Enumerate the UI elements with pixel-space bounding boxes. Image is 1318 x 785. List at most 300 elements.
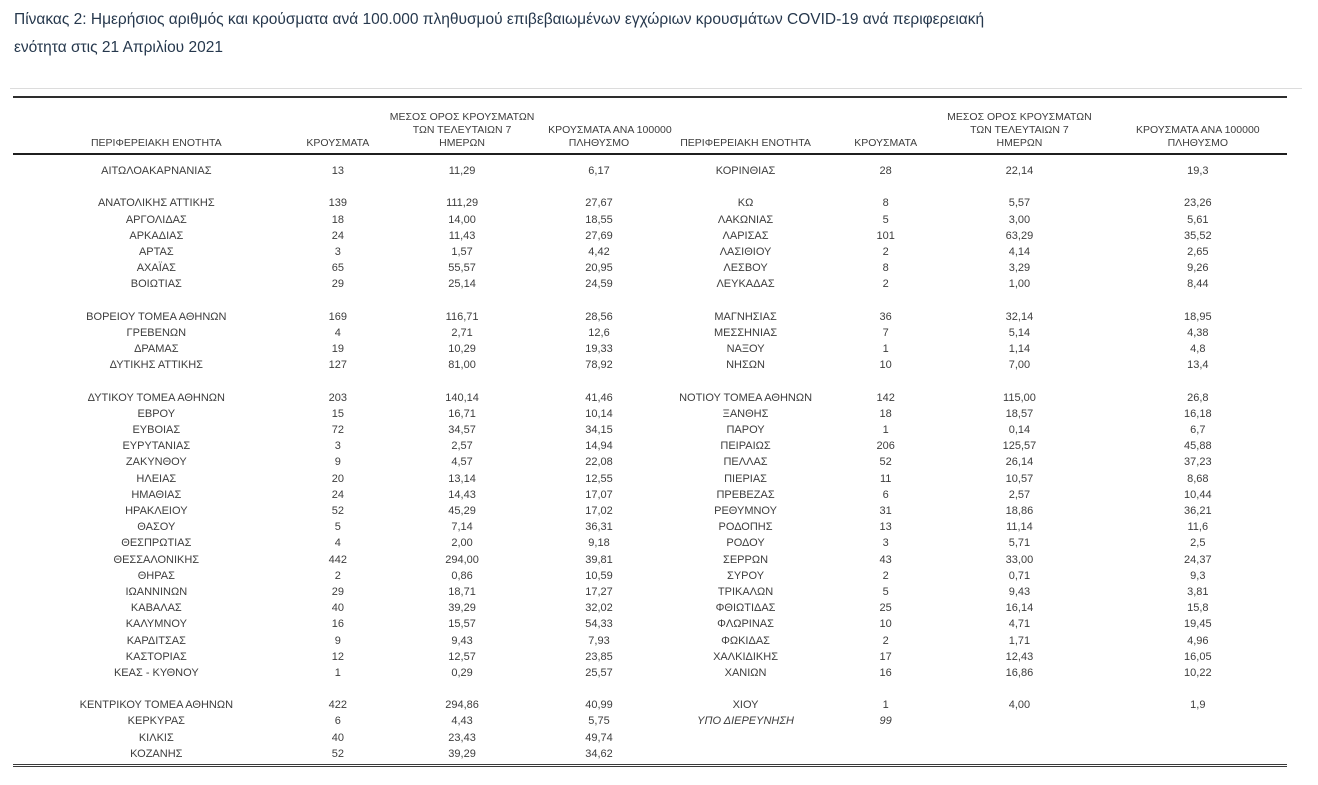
avg7-cell: 5,57 [1008,197,1031,210]
cases-cell: 24 [331,229,344,242]
cases-cell: 11 [879,472,892,485]
cases-cell: 52 [879,456,892,469]
cases-cell: 13 [879,521,892,534]
table-row [13,325,650,341]
region-cell: ΚΕΑΣ - ΚΥΘΝΟΥ [113,666,199,679]
cases-cell: 31 [879,505,892,518]
table-row [650,713,1287,729]
per100k-cell: 8,44 [1187,278,1209,291]
per100k-cell: 8,68 [1187,472,1209,485]
per100k-cell: 34,62 [585,747,613,760]
table-row [13,584,650,600]
cases-cell: 7 [882,326,889,339]
avg7-cell: 0,86 [451,569,473,582]
cases-cell: 12 [331,650,344,663]
per100k-cell: 4,38 [1187,326,1209,339]
table-right-half [650,98,1287,764]
cases-cell: 17 [879,650,892,663]
table-row [13,568,650,584]
spacer-row [650,293,1287,309]
per100k-cell: 27,69 [585,229,613,242]
per100k-cell: 2,65 [1187,246,1209,259]
per100k-cell: 12,55 [585,472,613,485]
avg7-cell: 115,00 [1003,391,1036,404]
per100k-cell: 39,81 [585,553,613,566]
region-cell: ΜΕΣΣΗΝΙΑΣ [713,326,778,339]
table-row [650,276,1287,292]
cases-cell: 3 [334,246,341,259]
cases-cell: 10 [879,618,892,631]
region-cell: ΚΙΛΚΙΣ [138,731,174,744]
table-row [650,163,1287,179]
region-cell: ΛΑΡΙΣΑΣ [722,229,769,242]
cases-cell: 2 [334,569,341,582]
region-cell: ΞΑΝΘΗΣ [722,407,769,420]
per100k-cell: 12,6 [588,326,610,339]
per100k-cell: 4,96 [1187,634,1209,647]
cases-cell: 203 [328,391,348,404]
region-cell: ΝΗΣΩΝ [726,359,765,372]
cases-cell: 43 [879,553,892,566]
region-cell: ΧΙΟΥ [732,699,759,712]
region-cell: ΘΗΡΑΣ [137,569,175,582]
region-cell: ΑΝΑΤΟΛΙΚΗΣ ΑΤΤΙΚΗΣ [97,197,215,210]
table-row [650,228,1287,244]
per100k-cell: 9,18 [588,537,610,550]
avg7-cell: 1,57 [451,246,473,259]
avg7-cell: 4,00 [1008,699,1031,712]
table-row [650,535,1287,551]
region-cell: ΛΑΣΙΘΙΟΥ [719,246,772,259]
per100k-cell: 27,67 [585,197,613,210]
per100k-cell: 24,59 [585,278,613,291]
region-cell: ΠΕΙΡΑΙΩΣ [720,440,771,453]
table-row [650,584,1287,600]
table-row [13,406,650,422]
cases-cell: 9 [334,456,341,469]
per100k-cell: 5,61 [1187,213,1209,226]
per100k-cell: 10,14 [585,407,613,420]
cases-cell: 4 [334,326,341,339]
table-row [650,568,1287,584]
cases-cell: 10 [879,359,892,372]
cases-cell: 422 [328,699,348,712]
table-row [13,503,650,519]
cases-cell: 442 [328,553,348,566]
region-cell: ΡΟΔΟΥ [726,537,765,550]
cases-cell: 24 [331,488,344,501]
table-row [650,244,1287,260]
avg7-cell: 111,29 [446,197,479,210]
table-row [650,454,1287,470]
table-row [650,503,1287,519]
region-cell: ΙΩΑΝΝΙΝΩΝ [125,585,188,598]
per100k-cell: 36,21 [1184,505,1212,518]
avg7-cell: 0,71 [1008,569,1031,582]
per100k-cell: 40,99 [585,699,613,712]
avg7-cell: 12,43 [1005,650,1034,663]
avg7-cell: 2,71 [451,326,473,339]
region-cell: ΑΙΤΩΛΟΑΚΑΡΝΑΝΙΑΣ [101,165,212,178]
table-row [13,697,650,713]
cases-cell: 4 [334,537,341,550]
cases-cell: 1 [334,666,341,679]
spacer-row [650,681,1287,697]
per100k-cell: 35,52 [1184,229,1212,242]
avg7-cell: 25,14 [448,278,476,291]
cases-cell: 65 [331,262,344,275]
header-7day-average: ΜΕΣΟΣ ΟΡΟΣ ΚΡΟΥΣΜΑΤΩΝ ΤΩΝ ΤΕΛΕΥΤΑΙΩΝ 7 ΗΜΕΡΩΝ [947,111,1092,149]
per100k-cell: 37,23 [1184,456,1212,469]
avg7-cell: 9,43 [1008,585,1031,598]
avg7-cell: 2,57 [1008,488,1031,501]
avg7-cell: 15,57 [448,618,476,631]
table-title-line-2: ενότητα στις 21 Απριλίου 2021 [14,39,223,56]
region-cell: ΓΡΕΒΕΝΩΝ [126,326,187,339]
cases-cell: 18 [879,407,892,420]
avg7-cell: 5,14 [1008,326,1031,339]
table-row [13,228,650,244]
table-row [650,487,1287,503]
region-cell: ΗΜΑΘΙΑΣ [131,488,182,501]
cases-cell: 19 [331,343,344,356]
spacer-row [650,373,1287,389]
per100k-cell: 16,05 [1184,650,1212,663]
region-cell: ΡΟΔΟΠΗΣ [718,521,773,534]
cases-cell: 72 [331,424,344,437]
region-cell: ΚΟΡΙΝΘΙΑΣ [715,165,776,178]
per100k-cell: 17,07 [585,488,613,501]
per100k-cell: 19,3 [1187,165,1209,178]
region-cell: ΔΥΤΙΚΗΣ ΑΤΤΙΚΗΣ [109,359,203,372]
cases-cell: 18 [331,213,344,226]
cases-cell: 1 [882,699,889,712]
per100k-cell: 41,46 [585,391,613,404]
avg7-cell: 1,71 [1008,634,1031,647]
avg7-cell: 32,14 [1005,310,1034,323]
header-7day-average: ΜΕΣΟΣ ΟΡΟΣ ΚΡΟΥΣΜΑΤΩΝ ΤΩΝ ΤΕΛΕΥΤΑΙΩΝ 7 ΗΜΕΡΩΝ [389,111,535,149]
region-cell: ΑΡΤΑΣ [138,246,174,259]
avg7-cell: 34,57 [448,424,476,437]
per100k-cell: 18,95 [1184,310,1212,323]
cases-cell: 142 [876,391,895,404]
avg7-cell: 55,57 [448,262,476,275]
avg7-cell: 2,00 [451,537,473,550]
table-row [650,341,1287,357]
region-cell: ΡΕΘΥΜΝΟΥ [714,505,777,518]
region-cell: ΦΛΩΡΙΝΑΣ [717,618,774,631]
per100k-cell: 26,8 [1187,391,1209,404]
avg7-cell: 13,14 [448,472,476,485]
table-row [650,357,1287,373]
table-row [13,746,650,762]
cases-cell: 16 [879,666,892,679]
region-cell: ΚΑΒΑΛΑΣ [130,602,182,615]
per100k-cell: 32,02 [585,602,613,615]
per100k-cell: 4,42 [588,246,610,259]
region-cell: ΚΑΛΥΜΝΟΥ [125,618,187,631]
avg7-cell: 140,14 [445,391,479,404]
avg7-cell: 81,00 [448,359,476,372]
cases-cell: 25 [879,602,892,615]
table-row [13,357,650,373]
region-cell: ΔΡΑΜΑΣ [134,343,179,356]
per100k-cell: 6,17 [588,165,610,178]
per100k-cell: 36,31 [585,521,613,534]
table-row [13,438,650,454]
header-per-100k: ΚΡΟΥΣΜΑΤΑ ΑΝΑ 100000 ΠΛΗΘΥΣΜΟ [548,124,672,149]
table-row [13,276,650,292]
region-cell: ΚΕΝΤΡΙΚΟΥ ΤΟΜΕΑ ΑΘΗΝΩΝ [79,699,234,712]
cases-cell: 29 [331,278,344,291]
avg7-cell: 11,43 [448,229,476,242]
region-cell: ΔΥΤΙΚΟΥ ΤΟΜΕΑ ΑΘΗΝΩΝ [87,391,225,404]
cases-cell: 6 [334,715,341,728]
table-row [650,632,1287,648]
per100k-cell: 5,75 [588,715,610,728]
region-cell: ΠΕΛΛΑΣ [723,456,768,469]
header-per-100k: ΚΡΟΥΣΜΑΤΑ ΑΝΑ 100000 ΠΛΗΘΥΣΜΟ [1135,124,1260,149]
table-row [650,260,1287,276]
per100k-cell: 23,85 [585,650,613,663]
avg7-cell: 7,14 [451,521,473,534]
per100k-cell: 17,02 [585,505,613,518]
cases-cell: 206 [876,440,895,453]
region-cell: ΥΠΟ ΔΙΕΡΕΥΝΗΣΗ [697,715,794,728]
per100k-cell: 78,92 [585,359,613,372]
table-row [13,600,650,616]
header-cases: ΚΡΟΥΣΜΑΤΑ [306,137,370,149]
per100k-cell: 10,44 [1184,488,1212,501]
cases-cell: 40 [331,602,344,615]
cases-cell: 2 [882,246,889,259]
avg7-cell: 23,43 [448,731,476,744]
cases-cell: 52 [331,747,344,760]
avg7-cell: 7,00 [1008,359,1031,372]
table-row [650,600,1287,616]
per100k-cell: 1,9 [1190,699,1206,712]
avg7-cell: 18,86 [1005,505,1034,518]
region-cell: ΧΑΝΙΩΝ [724,666,767,679]
avg7-cell: 294,86 [445,699,479,712]
horizontal-rule [10,88,1302,89]
avg7-cell: 4,43 [451,715,473,728]
spacer-row [650,179,1287,195]
avg7-cell: 16,71 [448,407,476,420]
table-row [13,422,650,438]
region-cell: ΛΕΥΚΑΔΑΣ [716,278,775,291]
cases-cell: 52 [331,505,344,518]
cases-cell: 3 [882,537,889,550]
per100k-cell: 49,74 [585,731,613,744]
per100k-cell: 7,93 [588,634,610,647]
table-row [13,535,650,551]
avg7-cell: 4,14 [1008,246,1031,259]
region-cell: ΗΡΑΚΛΕΙΟΥ [125,505,188,518]
table-row [650,471,1287,487]
per100k-cell: 14,94 [585,440,613,453]
region-cell: ΜΑΓΝΗΣΙΑΣ [714,310,777,323]
region-cell: ΕΥΡΥΤΑΝΙΑΣ [122,440,191,453]
cases-cell: 127 [328,359,348,372]
cases-cell: 3 [334,440,341,453]
per100k-cell: 9,3 [1190,569,1206,582]
region-cell: ΠΑΡΟΥ [726,424,765,437]
cases-cell: 2 [882,634,889,647]
per100k-cell: 9,26 [1187,262,1209,275]
table-row [650,519,1287,535]
table-title [14,6,1310,62]
table-row [13,632,650,648]
avg7-cell: 14,43 [448,488,476,501]
cases-cell: 40 [331,731,344,744]
table-row [650,325,1287,341]
region-cell: ΧΑΛΚΙΔΙΚΗΣ [713,650,778,663]
avg7-cell: 116,71 [445,310,479,323]
table-row [13,244,650,260]
table-row [13,454,650,470]
per100k-cell: 25,57 [585,666,613,679]
per100k-cell: 19,33 [585,343,613,356]
table-row [13,390,650,406]
cases-cell: 20 [331,472,344,485]
table-row [650,438,1287,454]
table-row [650,212,1287,228]
avg7-cell: 0,14 [1008,424,1031,437]
cases-cell: 36 [879,310,892,323]
avg7-cell: 11,14 [1006,521,1033,534]
cases-cell: 5 [882,213,889,226]
region-cell: ΘΑΣΟΥ [137,521,176,534]
table-row [13,260,650,276]
avg7-cell: 16,86 [1005,666,1034,679]
cases-cell: 169 [328,310,348,323]
table-row [650,309,1287,325]
region-cell: ΖΑΚΥΝΘΟΥ [125,456,187,469]
table-row [13,341,650,357]
region-cell: ΤΡΙΚΑΛΩΝ [717,585,774,598]
avg7-cell: 125,57 [1002,440,1037,453]
per100k-cell: 6,7 [1190,424,1206,437]
region-cell: ΚΩ [737,197,754,210]
table-row [13,616,650,632]
avg7-cell: 4,57 [451,456,473,469]
avg7-cell: 14,00 [448,213,476,226]
avg7-cell: 10,57 [1005,472,1034,485]
region-cell: ΝΟΤΙΟΥ ΤΟΜΕΑ ΑΘΗΝΩΝ [679,391,813,404]
table-header-row [650,98,1287,155]
avg7-cell: 9,43 [451,634,473,647]
cases-cell: 16 [331,618,344,631]
cases-cell: 2 [882,278,889,291]
table-row [650,697,1287,713]
avg7-cell: 18,71 [448,585,476,598]
cases-cell: 29 [331,585,344,598]
avg7-cell: 4,71 [1008,618,1031,631]
header-region: ΠΕΡΙΦΕΡΕΙΑΚΗ ΕΝΟΤΗΤΑ [680,137,811,149]
region-cell: ΒΟΙΩΤΙΑΣ [130,278,182,291]
cases-cell: 8 [882,262,889,275]
cases-cell: 15 [331,407,344,420]
table-row [13,471,650,487]
table-row [13,730,650,746]
avg7-cell: 0,29 [451,666,473,679]
table-row [13,665,650,681]
avg7-cell: 2,57 [451,440,473,453]
avg7-cell: 22,14 [1005,165,1034,178]
per100k-cell: 11,6 [1187,521,1209,534]
avg7-cell: 1,14 [1008,343,1031,356]
region-cell: ΣΕΡΡΩΝ [723,553,769,566]
region-cell: ΣΥΡΟΥ [727,569,765,582]
table-row [13,163,650,179]
table-left-body [13,155,650,764]
table-row [13,309,650,325]
cases-cell: 28 [879,165,892,178]
per100k-cell: 15,8 [1187,602,1209,615]
region-cell: ΕΥΒΟΙΑΣ [132,424,181,437]
per100k-cell: 10,22 [1184,666,1212,679]
table-row [650,390,1287,406]
per100k-cell: 24,37 [1184,553,1212,566]
per100k-cell: 4,8 [1190,343,1206,356]
region-cell: ΦΘΙΩΤΙΔΑΣ [715,602,776,615]
spacer-row [13,373,650,389]
avg7-cell: 3,00 [1008,213,1031,226]
region-cell: ΘΕΣΣΑΛΟΝΙΚΗΣ [113,553,200,566]
region-cell: ΠΡΕΒΕΖΑΣ [716,488,775,501]
per100k-cell: 3,81 [1187,585,1209,598]
per100k-cell: 45,88 [1184,440,1212,453]
avg7-cell: 5,71 [1008,537,1031,550]
table-row [13,713,650,729]
table-row [650,552,1287,568]
region-cell: ΒΟΡΕΙΟΥ ΤΟΜΕΑ ΑΘΗΝΩΝ [86,310,227,323]
region-cell: ΝΑΞΟΥ [726,343,765,356]
table-row [650,406,1287,422]
table-row [13,195,650,211]
per100k-cell: 22,08 [585,456,613,469]
per100k-cell: 54,33 [585,618,613,631]
cases-cell: 6 [882,488,889,501]
table-row [650,649,1287,665]
per100k-cell: 23,26 [1184,197,1212,210]
cases-cell: 1 [882,424,889,437]
per100k-cell: 13,4 [1187,359,1209,372]
region-cell: ΗΛΕΙΑΣ [136,472,177,485]
avg7-cell: 39,29 [448,602,476,615]
cases-cell: 99 [879,715,892,728]
per100k-cell: 34,15 [585,424,613,437]
table-row [13,487,650,503]
avg7-cell: 10,29 [448,343,476,356]
region-cell: ΛΑΚΩΝΙΑΣ [717,213,774,226]
region-cell: ΚΑΣΤΟΡΙΑΣ [125,650,187,663]
header-cases: ΚΡΟΥΣΜΑΤΑ [854,137,918,149]
region-cell: ΦΩΚΙΔΑΣ [721,634,770,647]
avg7-cell: 63,29 [1005,229,1034,242]
region-cell: ΘΕΣΠΡΩΤΙΑΣ [121,537,192,550]
region-cell: ΑΡΚΑΔΙΑΣ [129,229,184,242]
region-cell: ΕΒΡΟΥ [137,407,176,420]
avg7-cell: 39,29 [448,747,476,760]
region-cell: ΑΧΑΪΑΣ [136,262,176,275]
per100k-cell: 10,59 [585,569,613,582]
region-cell: ΛΕΣΒΟΥ [723,262,768,275]
table-right-body [650,155,1287,732]
spacer-row [13,179,650,195]
per100k-cell: 16,18 [1184,407,1212,420]
